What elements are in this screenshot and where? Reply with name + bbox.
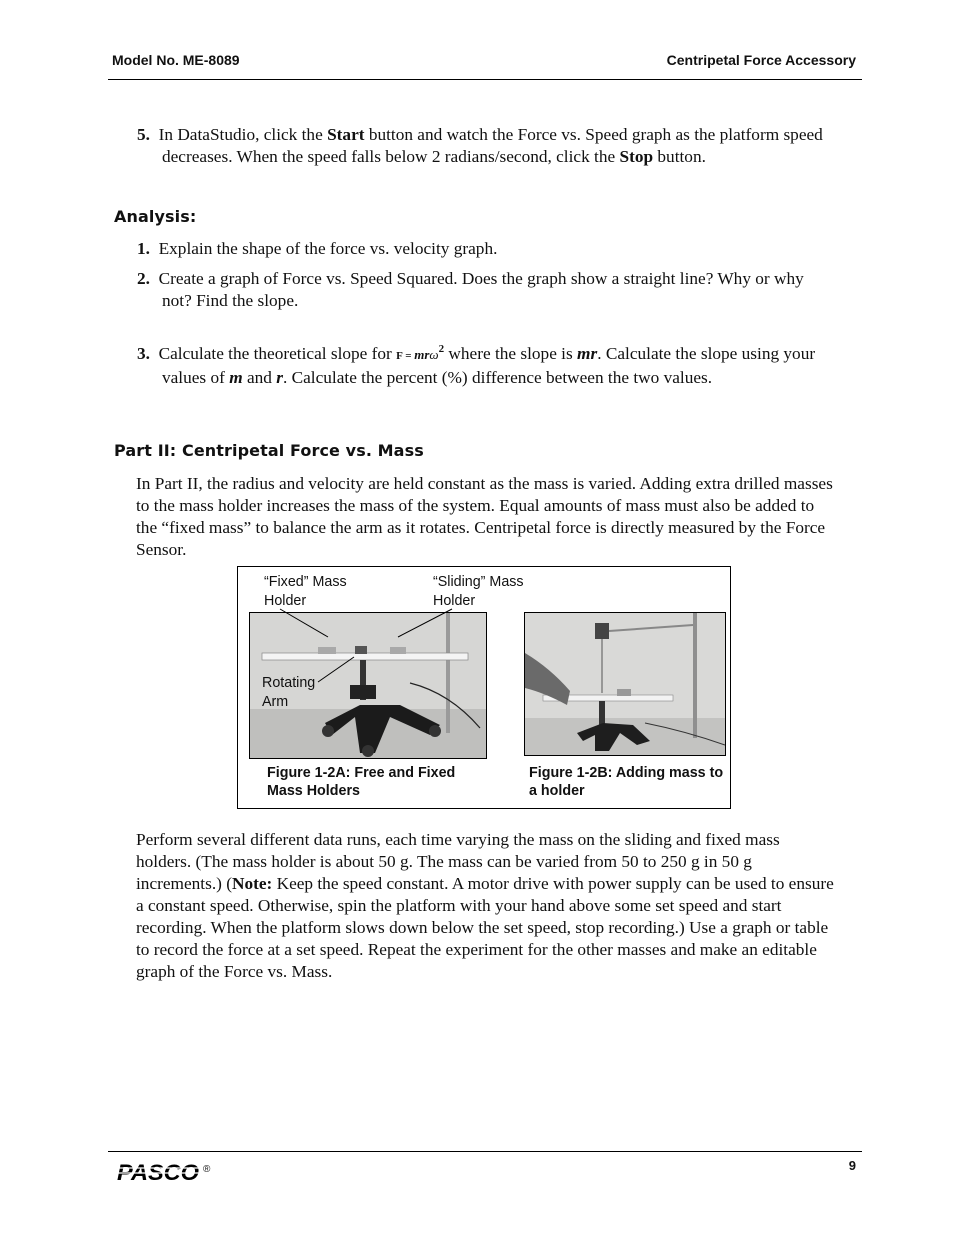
procedure-paragraph bbox=[136, 829, 836, 983]
procedure-text: Perform several different data runs, each time varying the mass on the sliding and fixed mass holders. (The mass holder is about 50 g. The mass can be varied from 50 to 250 g in 50 g increments.) ( bbox=[136, 830, 780, 893]
equation-force: F bbox=[396, 349, 403, 362]
question-text: and bbox=[242, 367, 277, 387]
figure-1-2a-caption: Figure 1-2A: Free and Fixed Mass Holders bbox=[267, 765, 456, 799]
header-divider bbox=[108, 79, 862, 80]
sliding-mass-holder-label: “Sliding” Mass Holder bbox=[433, 574, 524, 609]
equation-mr: mr bbox=[414, 346, 430, 362]
registered-mark: ® bbox=[203, 1164, 211, 1175]
question-text: . Calculate the slope using your values of bbox=[162, 343, 816, 387]
stop-button-ref: Stop bbox=[619, 147, 654, 166]
header-document-title: Centripetal Force Accessory bbox=[666, 52, 856, 68]
radius-symbol: r bbox=[276, 367, 283, 387]
part-2-intro: In Part II, the radius and velocity are held constant as the mass is varied. Adding extra drilled masses to the mass holder increases the mass of the system. Equal amounts of mass must also be added to the “fixed mass” to balance the arm as it rotates. Centripetal force is directly measured by the Force Sensor. bbox=[136, 474, 833, 559]
pasco-logo-mark bbox=[115, 1160, 201, 1184]
fixed-mass-holder-label: “Fixed” Mass Holder bbox=[264, 574, 347, 609]
header-model-number: Model No. ME-8089 bbox=[112, 52, 240, 68]
analysis-question-3 bbox=[137, 338, 837, 389]
step-text: button and watch the Force vs. Speed graph as the platform speed decreases. When the speed falls below 2 radians/second, click the bbox=[162, 125, 823, 166]
equation-exponent: 2 bbox=[438, 343, 445, 355]
figure-1-2 bbox=[237, 566, 731, 809]
procedure-text: Keep the speed constant. A motor drive with power supply can be used to ensure a constant speed. Otherwise, spin the platform with your hand above some set speed and start recording. When the platform slows down below the set speed, stop recording.) Use a graph or table to record the force at a set speed. Repeat the experiment for the other masses and make an editable graph of the Force vs. Mass. bbox=[136, 874, 834, 981]
analysis-heading: Analysis: bbox=[114, 207, 197, 226]
slope-symbol: mr bbox=[577, 343, 598, 363]
apparatus-photo-b bbox=[525, 613, 725, 755]
equation-omega: ω bbox=[429, 346, 439, 362]
rotating-arm-label: Rotating Arm bbox=[262, 675, 316, 710]
question-number: 1. bbox=[137, 239, 150, 258]
step-text: In DataStudio, click the bbox=[158, 125, 328, 144]
question-number: 3. bbox=[137, 343, 150, 363]
step-number: 5. bbox=[137, 125, 150, 144]
page-number: 9 bbox=[848, 1158, 856, 1173]
analysis-question-2 bbox=[137, 268, 837, 312]
pasco-logo-text: PASCO bbox=[117, 1160, 199, 1184]
pasco-logo bbox=[115, 1160, 201, 1189]
question-text: Calculate the theoretical slope for bbox=[158, 343, 397, 363]
question-text: where the slope is bbox=[444, 343, 578, 363]
note-label: Note: bbox=[231, 874, 273, 893]
analysis-question-1 bbox=[137, 238, 837, 260]
mass-symbol: m bbox=[229, 367, 243, 387]
part-2-heading: Part II: Centripetal Force vs. Mass bbox=[114, 441, 424, 460]
photo-free-fixed-mass-holders bbox=[249, 612, 487, 759]
footer-divider bbox=[108, 1151, 862, 1152]
figure-1-2b-caption: Figure 1-2B: Adding mass to a holder bbox=[529, 765, 724, 799]
photo-adding-mass bbox=[524, 612, 726, 756]
question-text: Explain the shape of the force vs. velocity graph. bbox=[158, 239, 498, 258]
question-text: . Calculate the percent (%) difference between the two values. bbox=[282, 367, 713, 387]
step-text: button. bbox=[653, 147, 706, 166]
equation-equals: = bbox=[402, 349, 415, 362]
question-number: 2. bbox=[137, 269, 150, 288]
step-5 bbox=[137, 124, 837, 168]
question-text: Create a graph of Force vs. Speed Squared. Does the graph show a straight line? Why or why not? Find the slope. bbox=[158, 269, 804, 310]
start-button-ref: Start bbox=[327, 125, 365, 144]
